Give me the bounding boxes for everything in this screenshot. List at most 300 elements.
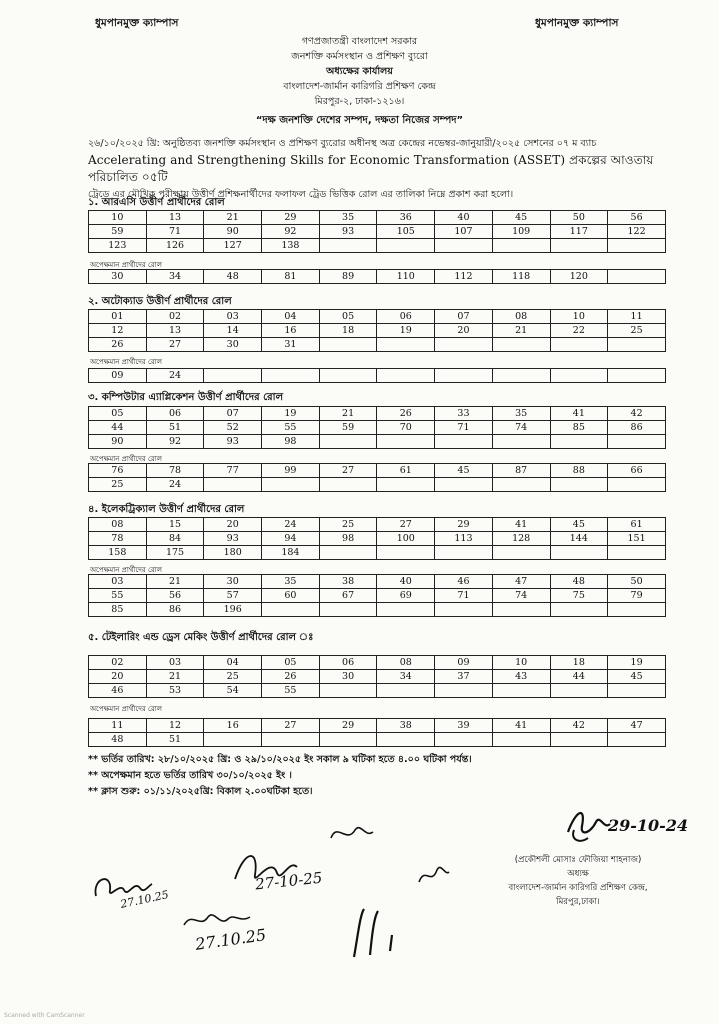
smoke-free-stamp-right: ধুমপানমুক্ত ক্যাম্পাস: [535, 17, 619, 29]
roll-cell: 51: [146, 421, 204, 435]
table-row: [89, 369, 666, 383]
roll-cell: 61: [377, 464, 435, 478]
roll-cell: 56: [146, 589, 204, 603]
roll-cell: 98: [319, 532, 377, 546]
waiting-roll-table: [88, 368, 666, 383]
roll-cell: 128: [492, 532, 550, 546]
roll-cell: 48: [89, 733, 147, 747]
roll-cell: [262, 603, 320, 617]
roll-cell: [608, 733, 666, 747]
roll-cell: 05: [262, 656, 320, 670]
roll-cell: [492, 239, 550, 253]
roll-cell: [435, 603, 493, 617]
roll-cell: 14: [204, 324, 262, 338]
roll-cell: 71: [435, 421, 493, 435]
roll-cell: 120: [550, 270, 608, 284]
roll-cell: 02: [146, 310, 204, 324]
roll-cell: [608, 435, 666, 449]
roll-cell: 04: [262, 310, 320, 324]
roll-cell: 86: [146, 603, 204, 617]
roll-cell: 184: [262, 546, 320, 560]
roll-cell: 50: [608, 575, 666, 589]
section-title: ১. আরএসি উত্তীর্ণ প্রার্থীদের রোল: [88, 197, 225, 208]
roll-cell: 38: [319, 575, 377, 589]
roll-cell: 06: [146, 407, 204, 421]
signature-2-date: 27-10-25: [254, 868, 324, 894]
roll-cell: [492, 603, 550, 617]
roll-cell: [377, 684, 435, 698]
waiting-label: অপেক্ষমান প্রার্থীদের রোল: [90, 358, 162, 366]
roll-cell: 03: [146, 656, 204, 670]
table-row: [89, 435, 666, 449]
signature-6: [340, 905, 420, 965]
roll-cell: 127: [204, 239, 262, 253]
passed-roll-table: [88, 210, 666, 253]
roll-cell: 35: [492, 407, 550, 421]
roll-cell: 51: [146, 733, 204, 747]
roll-cell: 75: [550, 589, 608, 603]
roll-cell: [608, 546, 666, 560]
principal-org: বাংলাদেশ-জার্মান কারিগরি প্রশিক্ষণ কেন্দ্র,: [508, 883, 648, 893]
roll-cell: 10: [492, 656, 550, 670]
roll-cell: [608, 239, 666, 253]
table-row: [89, 324, 666, 338]
roll-cell: [492, 369, 550, 383]
roll-cell: 109: [492, 225, 550, 239]
table-row: [89, 338, 666, 352]
table-row: [89, 464, 666, 478]
roll-cell: 90: [89, 435, 147, 449]
roll-cell: 144: [550, 532, 608, 546]
roll-cell: 79: [608, 589, 666, 603]
roll-cell: 98: [262, 435, 320, 449]
smoke-free-stamp-left: ধুমপানমুক্ত ক্যাম্পাস: [95, 17, 179, 29]
roll-cell: 86: [608, 421, 666, 435]
roll-cell: 54: [204, 684, 262, 698]
roll-cell: [319, 603, 377, 617]
table-row: [89, 518, 666, 532]
roll-cell: [377, 478, 435, 492]
roll-cell: 34: [377, 670, 435, 684]
roll-cell: 05: [319, 310, 377, 324]
roll-cell: 123: [89, 239, 147, 253]
roll-cell: 10: [89, 211, 147, 225]
roll-cell: 20: [89, 670, 147, 684]
roll-cell: [492, 546, 550, 560]
roll-cell: 90: [204, 225, 262, 239]
roll-cell: 78: [89, 532, 147, 546]
roll-cell: 13: [146, 324, 204, 338]
roll-cell: 05: [89, 407, 147, 421]
roll-cell: [435, 733, 493, 747]
waiting-label: অপেক্ষমান প্রার্থীদের রোল: [90, 566, 162, 574]
roll-cell: 93: [204, 532, 262, 546]
roll-cell: [435, 546, 493, 560]
roll-cell: 55: [262, 421, 320, 435]
roll-cell: [262, 478, 320, 492]
waiting-label: অপেক্ষমান প্রার্থীদের রোল: [90, 261, 162, 269]
table-row: [89, 684, 666, 698]
roll-cell: 08: [492, 310, 550, 324]
roll-cell: [319, 338, 377, 352]
header-line: অধ্যক্ষের কার্যালয়: [326, 66, 393, 77]
waiting-label: অপেক্ষমান প্রার্থীদের রোল: [90, 705, 162, 713]
roll-cell: 11: [89, 719, 147, 733]
roll-cell: [550, 546, 608, 560]
roll-cell: 93: [204, 435, 262, 449]
roll-cell: 126: [146, 239, 204, 253]
roll-cell: 27: [262, 719, 320, 733]
roll-cell: [608, 684, 666, 698]
roll-cell: 112: [435, 270, 493, 284]
roll-cell: 93: [319, 225, 377, 239]
roll-cell: 21: [146, 670, 204, 684]
roll-cell: [319, 684, 377, 698]
roll-cell: [492, 338, 550, 352]
roll-cell: 25: [608, 324, 666, 338]
table-row: [89, 603, 666, 617]
roll-cell: 25: [319, 518, 377, 532]
roll-cell: 20: [435, 324, 493, 338]
roll-cell: [262, 733, 320, 747]
intro-line: ট্রেডে এর মৌখিক পরীক্ষায় উত্তীর্ণ প্রশিক্ষনার্থীদের ফলাফল ট্রেড ভিত্তিক রোল এর তালিকা নিম্নে প্রকাশ করা হলো।: [88, 189, 514, 200]
roll-cell: 30: [204, 338, 262, 352]
roll-cell: 85: [550, 421, 608, 435]
roll-cell: 24: [146, 478, 204, 492]
roll-cell: 16: [262, 324, 320, 338]
roll-cell: 77: [204, 464, 262, 478]
principal-name: (প্রকৌশলী মোসাঃ ফৌজিয়া শাহনাজ): [514, 855, 642, 865]
roll-cell: 74: [492, 421, 550, 435]
roll-cell: [550, 435, 608, 449]
roll-cell: 92: [262, 225, 320, 239]
roll-cell: 21: [204, 211, 262, 225]
roll-cell: [608, 478, 666, 492]
roll-cell: [377, 239, 435, 253]
roll-cell: 52: [204, 421, 262, 435]
roll-cell: [550, 478, 608, 492]
roll-cell: 105: [377, 225, 435, 239]
roll-cell: 88: [550, 464, 608, 478]
roll-cell: 42: [550, 719, 608, 733]
section-title: ৫. টেইলারিং এন্ড ড্রেস মেকিং উত্তীর্ণ প্রার্থীদের রোল ঃ: [88, 632, 314, 643]
table-row: [89, 239, 666, 253]
roll-cell: [435, 369, 493, 383]
roll-cell: 48: [550, 575, 608, 589]
note-line: ** ভর্তির তারিখ: ২৮/১০/২০২৫ খ্রি: ও ২৯/১০/২০২৫ ইং সকাল ৯ ঘটিকা হতে ৪.০০ ঘটিকা পর্যন্ত।: [88, 754, 472, 765]
roll-cell: 110: [377, 270, 435, 284]
roll-cell: 21: [146, 575, 204, 589]
roll-cell: 03: [204, 310, 262, 324]
roll-cell: 15: [146, 518, 204, 532]
roll-cell: 21: [492, 324, 550, 338]
waiting-roll-table: [88, 463, 666, 492]
table-row: [89, 733, 666, 747]
roll-cell: [262, 369, 320, 383]
section-title: ২. অটোক্যাড উত্তীর্ণ প্রার্থীদের রোল: [88, 296, 232, 307]
roll-cell: 151: [608, 532, 666, 546]
roll-cell: [435, 239, 493, 253]
table-row: [89, 407, 666, 421]
roll-cell: 71: [435, 589, 493, 603]
roll-cell: [550, 239, 608, 253]
roll-cell: 41: [492, 719, 550, 733]
table-row: [89, 575, 666, 589]
roll-cell: [550, 338, 608, 352]
roll-cell: 94: [262, 532, 320, 546]
roll-cell: 26: [89, 338, 147, 352]
roll-cell: 27: [377, 518, 435, 532]
roll-cell: [204, 733, 262, 747]
table-row: [89, 656, 666, 670]
roll-cell: 27: [146, 338, 204, 352]
roll-cell: 85: [89, 603, 147, 617]
roll-cell: 19: [608, 656, 666, 670]
roll-cell: [608, 603, 666, 617]
roll-cell: 21: [319, 407, 377, 421]
roll-cell: 60: [262, 589, 320, 603]
signature-1-date: 27.10.25: [119, 888, 170, 911]
note-line: ** ক্লাস শুরু: ০১/১১/২০২৫খ্রি: বিকাল ২.০০ঘটিকা হতে।: [88, 786, 313, 797]
roll-cell: [435, 478, 493, 492]
roll-cell: 01: [89, 310, 147, 324]
roll-cell: 118: [492, 270, 550, 284]
roll-cell: 40: [435, 211, 493, 225]
roll-cell: 41: [550, 407, 608, 421]
roll-cell: 87: [492, 464, 550, 478]
roll-cell: [319, 546, 377, 560]
section-title: ৪. ইলেকট্রিক্যাল উত্তীর্ণ প্রার্থীদের রোল: [88, 504, 245, 515]
waiting-label: অপেক্ষমান প্রার্থীদের রোল: [90, 455, 162, 463]
roll-cell: 26: [262, 670, 320, 684]
roll-cell: 175: [146, 546, 204, 560]
roll-cell: 37: [435, 670, 493, 684]
roll-cell: 24: [262, 518, 320, 532]
roll-cell: [550, 733, 608, 747]
roll-cell: 113: [435, 532, 493, 546]
roll-cell: 50: [550, 211, 608, 225]
roll-cell: 45: [492, 211, 550, 225]
roll-cell: 122: [608, 225, 666, 239]
roll-cell: [492, 478, 550, 492]
roll-cell: 04: [204, 656, 262, 670]
roll-cell: 07: [204, 407, 262, 421]
header-line: গণপ্রজাতন্ত্রী বাংলাদেশ সরকার: [301, 36, 418, 47]
roll-cell: 30: [319, 670, 377, 684]
roll-cell: 74: [492, 589, 550, 603]
roll-cell: [319, 435, 377, 449]
table-row: [89, 532, 666, 546]
roll-cell: 26: [377, 407, 435, 421]
header-line: মিরপুর-২, ঢাকা-১২১৬।: [314, 96, 405, 107]
note-line: ** অপেক্ষমান হতে ভর্তির তারিখ ৩০/১০/২০২৫ ইং ।: [88, 770, 292, 781]
roll-cell: [492, 435, 550, 449]
intro-paragraph: [88, 135, 668, 203]
roll-cell: 99: [262, 464, 320, 478]
roll-cell: 35: [319, 211, 377, 225]
roll-cell: [435, 684, 493, 698]
roll-cell: 36: [377, 211, 435, 225]
roll-cell: 30: [204, 575, 262, 589]
header-line: জনশক্তি কর্মসংস্থান ও প্রশিক্ষণ ব্যুরো: [291, 51, 428, 62]
roll-cell: 35: [262, 575, 320, 589]
roll-cell: 18: [550, 656, 608, 670]
roll-cell: 81: [262, 270, 320, 284]
roll-cell: 57: [204, 589, 262, 603]
roll-cell: 08: [89, 518, 147, 532]
roll-cell: 12: [89, 324, 147, 338]
roll-cell: 29: [262, 211, 320, 225]
roll-cell: [608, 270, 666, 284]
roll-cell: 59: [89, 225, 147, 239]
roll-cell: 19: [377, 324, 435, 338]
roll-cell: 59: [319, 421, 377, 435]
roll-cell: 13: [146, 211, 204, 225]
roll-cell: 47: [492, 575, 550, 589]
roll-cell: 70: [377, 421, 435, 435]
waiting-roll-table: [88, 574, 666, 617]
roll-cell: 16: [204, 719, 262, 733]
roll-cell: 09: [89, 369, 147, 383]
intro-line: ২৬/১০/২০২৫ খ্রি: অনুষ্ঠিতব্য জনশক্তি কর্মসংস্থান ও প্রশিক্ষণ ব্যুরোর অধীনস্থ অত্র কেন্দ্রের নভেম্বর-জানুয়ারী/২০২৫ সেশনের ০৭ ম ব্যাচ: [88, 138, 597, 149]
roll-cell: 196: [204, 603, 262, 617]
roll-cell: 41: [492, 518, 550, 532]
roll-cell: [204, 369, 262, 383]
roll-cell: 53: [146, 684, 204, 698]
roll-cell: [204, 478, 262, 492]
roll-cell: 03: [89, 575, 147, 589]
roll-cell: 24: [146, 369, 204, 383]
roll-cell: 25: [204, 670, 262, 684]
roll-cell: 29: [435, 518, 493, 532]
roll-cell: 46: [435, 575, 493, 589]
roll-cell: [377, 733, 435, 747]
roll-cell: 46: [89, 684, 147, 698]
roll-cell: 42: [608, 407, 666, 421]
roll-cell: [377, 546, 435, 560]
table-row: [89, 421, 666, 435]
roll-cell: 48: [204, 270, 262, 284]
roll-cell: 56: [608, 211, 666, 225]
roll-cell: 44: [89, 421, 147, 435]
roll-cell: 25: [89, 478, 147, 492]
roll-cell: 55: [89, 589, 147, 603]
roll-cell: 39: [435, 719, 493, 733]
passed-roll-table: [88, 309, 666, 352]
roll-cell: 06: [319, 656, 377, 670]
roll-cell: 30: [89, 270, 147, 284]
roll-cell: 55: [262, 684, 320, 698]
roll-cell: 76: [89, 464, 147, 478]
roll-cell: [492, 733, 550, 747]
table-row: [89, 546, 666, 560]
roll-cell: [435, 338, 493, 352]
roll-cell: 66: [608, 464, 666, 478]
roll-cell: 11: [608, 310, 666, 324]
intro-line: Accelerating and Strengthening Skills for Economic Transformation (ASSET) প্রকল্পের আওতায় পরিচালিত ০৫টি: [88, 153, 654, 184]
roll-cell: [319, 369, 377, 383]
table-row: [89, 270, 666, 284]
roll-cell: 78: [146, 464, 204, 478]
scanner-watermark: Scanned with CamScanner: [4, 1012, 85, 1019]
roll-cell: 27: [319, 464, 377, 478]
roll-cell: 40: [377, 575, 435, 589]
passed-roll-table: [88, 517, 666, 560]
table-row: [89, 225, 666, 239]
office-header: [0, 34, 719, 128]
roll-cell: 45: [435, 464, 493, 478]
roll-cell: 34: [146, 270, 204, 284]
roll-cell: 71: [146, 225, 204, 239]
roll-cell: [550, 369, 608, 383]
roll-cell: 138: [262, 239, 320, 253]
motto: “দক্ষ জনশক্তি দেশের সম্পদ, দক্ষতা নিজের সম্পদ”: [255, 115, 464, 126]
waiting-roll-table: [88, 718, 666, 747]
roll-cell: 12: [146, 719, 204, 733]
roll-cell: 31: [262, 338, 320, 352]
roll-cell: [377, 338, 435, 352]
header-line: বাংলাদেশ-জার্মান কারিগরি প্রশিক্ষণ কেন্দ্র: [283, 81, 436, 92]
signature-4: [415, 860, 455, 890]
roll-cell: [550, 684, 608, 698]
roll-cell: 33: [435, 407, 493, 421]
roll-cell: 10: [550, 310, 608, 324]
roll-cell: 67: [319, 589, 377, 603]
passed-roll-table: [88, 655, 666, 698]
roll-cell: 43: [492, 670, 550, 684]
roll-cell: 84: [146, 532, 204, 546]
roll-cell: [492, 684, 550, 698]
passed-roll-table: [88, 406, 666, 449]
roll-cell: 92: [146, 435, 204, 449]
roll-cell: 69: [377, 589, 435, 603]
principal-place: মিরপুর,ঢাকা।: [556, 897, 600, 907]
roll-cell: 45: [550, 518, 608, 532]
principal-title: অধ্যক্ষ: [567, 869, 589, 879]
roll-cell: 20: [204, 518, 262, 532]
table-row: [89, 211, 666, 225]
principal-handwritten-date: 29-10-24: [608, 816, 689, 835]
roll-cell: 61: [608, 518, 666, 532]
roll-cell: 158: [89, 546, 147, 560]
roll-cell: 08: [377, 656, 435, 670]
signature-3: [325, 820, 385, 850]
admission-notes: [88, 752, 472, 800]
table-row: [89, 310, 666, 324]
roll-cell: 29: [319, 719, 377, 733]
roll-cell: 07: [435, 310, 493, 324]
roll-cell: 117: [550, 225, 608, 239]
table-row: [89, 719, 666, 733]
roll-cell: [435, 435, 493, 449]
section-title: ৩. কম্পিউটার এ্যাপ্লিকেশন উত্তীর্ণ প্রার্থীদের রোল: [88, 392, 284, 403]
roll-cell: [319, 733, 377, 747]
roll-cell: 38: [377, 719, 435, 733]
roll-cell: 02: [89, 656, 147, 670]
roll-cell: 18: [319, 324, 377, 338]
roll-cell: [377, 435, 435, 449]
table-row: [89, 478, 666, 492]
roll-cell: [377, 603, 435, 617]
roll-cell: [608, 369, 666, 383]
table-row: [89, 589, 666, 603]
roll-cell: 180: [204, 546, 262, 560]
roll-cell: 09: [435, 656, 493, 670]
roll-cell: [608, 338, 666, 352]
roll-cell: [319, 239, 377, 253]
roll-cell: 100: [377, 532, 435, 546]
signature-5-date: 27.10.25: [194, 925, 268, 954]
